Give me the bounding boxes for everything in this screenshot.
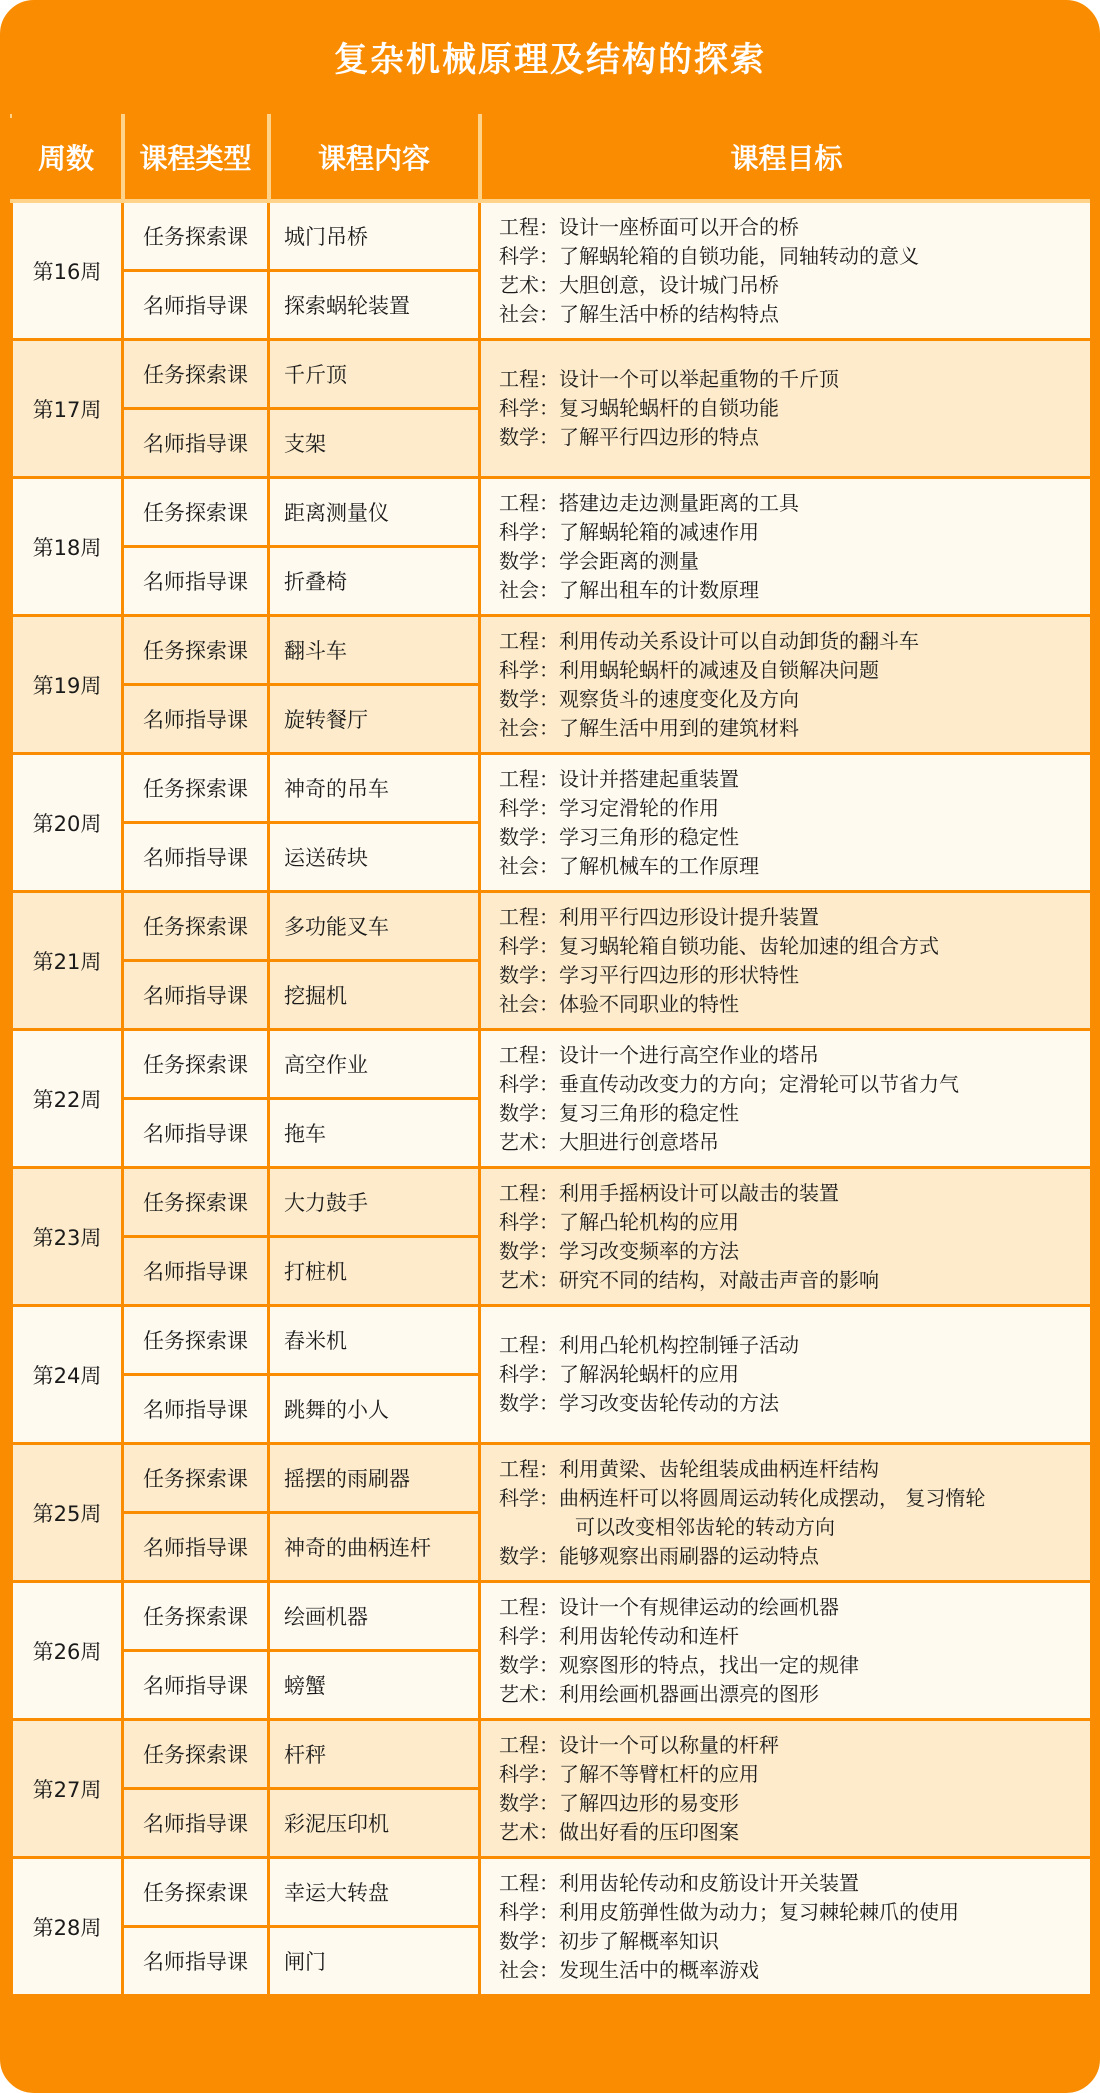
week-cell: 第16周	[12, 201, 123, 340]
goal-line: 科学：利用齿轮传动和连杆	[499, 1623, 739, 1648]
week-cell: 第18周	[12, 478, 123, 616]
course-content-cell: 多功能叉车	[269, 892, 480, 961]
goal-line: 艺术：大胆进行创意塔吊	[499, 1129, 719, 1154]
table-row	[12, 616, 1092, 685]
header-type: 课程类型	[123, 114, 269, 201]
page-title: 复杂机械原理及结构的探索	[10, 10, 1090, 118]
course-content-cell: 旋转餐厅	[269, 685, 480, 754]
course-type-cell: 名师指导课	[123, 1375, 269, 1444]
goal-line: 工程：设计一座桥面可以开合的桥	[499, 214, 799, 239]
goal-line: 数学：初步了解概率知识	[499, 1928, 719, 1953]
week-cell: 第19周	[12, 616, 123, 754]
goal-line: 艺术：做出好看的压印图案	[499, 1819, 739, 1844]
table-row	[12, 201, 1092, 271]
course-goal-cell	[480, 616, 1092, 754]
course-content-cell: 翻斗车	[269, 616, 480, 685]
course-content-cell: 挖掘机	[269, 961, 480, 1030]
goal-line: 社会：了解机械车的工作原理	[499, 853, 759, 878]
goal-line: 科学：复习蜗轮箱自锁功能、齿轮加速的组合方式	[499, 933, 939, 958]
week-cell: 第17周	[12, 340, 123, 478]
course-type-cell: 名师指导课	[123, 1513, 269, 1582]
table-row	[12, 1720, 1092, 1789]
table-row	[12, 478, 1092, 547]
goal-line: 艺术：利用绘画机器画出漂亮的图形	[499, 1681, 819, 1706]
course-type-cell: 名师指导课	[123, 823, 269, 892]
course-type-cell: 任务探索课	[123, 1444, 269, 1513]
goal-line: 科学：了解不等臂杠杆的应用	[499, 1761, 759, 1786]
goal-line: 工程：利用凸轮机构控制锤子活动	[499, 1333, 799, 1357]
goal-line: 数学：学会距离的测量	[499, 548, 699, 573]
goal-line: 社会：了解生活中用到的建筑材料	[499, 715, 799, 740]
course-type-cell: 名师指导课	[123, 685, 269, 754]
header-goal: 课程目标	[480, 114, 1092, 201]
course-content-cell: 距离测量仪	[269, 478, 480, 547]
course-type-cell: 名师指导课	[123, 547, 269, 616]
course-type-cell: 任务探索课	[123, 201, 269, 271]
goal-line: 科学：学习定滑轮的作用	[499, 795, 719, 820]
goal-line: 工程：搭建边走边测量距离的工具	[499, 490, 799, 515]
table-row	[12, 1858, 1092, 1927]
course-type-cell: 任务探索课	[123, 1858, 269, 1927]
course-type-cell: 任务探索课	[123, 1720, 269, 1789]
course-type-cell: 名师指导课	[123, 1927, 269, 1996]
table-header-row	[12, 114, 1092, 201]
goal-line: 可以改变相邻齿轮的转动方向	[575, 1514, 835, 1539]
course-type-cell: 名师指导课	[123, 961, 269, 1030]
course-content-cell: 拖车	[269, 1099, 480, 1168]
week-cell: 第25周	[12, 1444, 123, 1582]
course-goal-cell	[480, 478, 1092, 616]
goal-line: 科学：垂直传动改变力的方向；定滑轮可以节省力气	[499, 1071, 959, 1096]
table-row	[12, 1582, 1092, 1651]
week-cell: 第24周	[12, 1306, 123, 1444]
course-content-cell: 城门吊桥	[269, 201, 480, 271]
course-content-cell: 闸门	[269, 1927, 480, 1996]
goal-line: 工程：设计一个可以举起重物的千斤顶	[499, 367, 839, 391]
table-row	[12, 1030, 1092, 1099]
goal-line: 工程：利用平行四边形设计提升装置	[499, 904, 819, 929]
table-row	[12, 754, 1092, 823]
goal-line: 社会：发现生活中的概率游戏	[499, 1957, 759, 1982]
course-content-cell: 探索蜗轮装置	[269, 271, 480, 340]
goal-line: 社会：了解生活中桥的结构特点	[499, 301, 779, 326]
table-row	[12, 1306, 1092, 1375]
course-goal-cell	[480, 1582, 1092, 1720]
course-content-cell: 摇摆的雨刷器	[269, 1444, 480, 1513]
week-cell: 第26周	[12, 1582, 123, 1720]
goal-line: 工程：设计一个进行高空作业的塔吊	[499, 1042, 819, 1067]
goal-line: 社会：了解出租车的计数原理	[499, 577, 759, 602]
week-cell: 第22周	[12, 1030, 123, 1168]
goal-line: 工程：利用黄梁、齿轮组装成曲柄连杆结构	[499, 1456, 879, 1481]
course-goal-cell	[480, 1858, 1092, 1996]
course-content-cell: 折叠椅	[269, 547, 480, 616]
goal-line: 科学：利用蜗轮蜗杆的减速及自锁解决问题	[499, 657, 879, 682]
course-content-cell: 神奇的吊车	[269, 754, 480, 823]
curriculum-table	[10, 114, 1093, 1997]
goal-line: 工程：设计一个有规律运动的绘画机器	[499, 1594, 839, 1619]
goal-line: 工程：利用传动关系设计可以自动卸货的翻斗车	[499, 628, 919, 653]
goal-line: 科学：了解涡轮蜗杆的应用	[499, 1362, 739, 1386]
course-goal-cell	[480, 1168, 1092, 1306]
week-cell: 第28周	[12, 1858, 123, 1996]
goal-line: 数学：学习三角形的稳定性	[499, 824, 739, 849]
table-row	[12, 1168, 1092, 1237]
table-body	[12, 201, 1092, 1996]
course-type-cell: 名师指导课	[123, 409, 269, 478]
goal-line: 艺术：大胆创意，设计城门吊桥	[499, 272, 779, 297]
course-content-cell: 大力鼓手	[269, 1168, 480, 1237]
goal-line: 工程：设计并搭建起重装置	[499, 766, 739, 791]
course-type-cell: 名师指导课	[123, 271, 269, 340]
course-content-cell: 神奇的曲柄连杆	[269, 1513, 480, 1582]
course-content-cell: 打桩机	[269, 1237, 480, 1306]
goal-line: 工程：设计一个可以称量的杆秤	[499, 1732, 779, 1757]
course-type-cell: 任务探索课	[123, 1030, 269, 1099]
header-content: 课程内容	[269, 114, 480, 201]
goal-line: 科学：了解凸轮机构的应用	[499, 1209, 739, 1234]
goal-line: 数学：学习平行四边形的形状特性	[499, 962, 799, 987]
goal-line: 数学：复习三角形的稳定性	[499, 1100, 739, 1125]
course-content-cell: 舂米机	[269, 1306, 480, 1375]
goal-line: 数学：学习改变齿轮传动的方法	[499, 1391, 779, 1415]
course-type-cell: 任务探索课	[123, 1582, 269, 1651]
course-goal-cell	[480, 1444, 1092, 1582]
goal-line: 社会：体验不同职业的特性	[499, 991, 739, 1016]
course-content-cell: 幸运大转盘	[269, 1858, 480, 1927]
course-content-cell: 彩泥压印机	[269, 1789, 480, 1858]
goal-line: 科学：了解蜗轮箱的自锁功能，同轴转动的意义	[499, 243, 919, 268]
goal-line: 数学：了解平行四边形的特点	[499, 425, 759, 449]
goal-line: 数学：能够观察出雨刷器的运动特点	[499, 1543, 819, 1568]
header-week: 周数	[12, 114, 123, 201]
course-type-cell: 任务探索课	[123, 478, 269, 547]
course-goal-cell	[480, 340, 1092, 478]
goal-line: 科学：了解蜗轮箱的减速作用	[499, 519, 759, 544]
course-content-cell: 螃蟹	[269, 1651, 480, 1720]
table-row	[12, 1444, 1092, 1513]
goal-line: 科学：曲柄连杆可以将圆周运动转化成摆动， 复习惰轮	[499, 1485, 986, 1510]
course-type-cell: 名师指导课	[123, 1789, 269, 1858]
course-type-cell: 任务探索课	[123, 1306, 269, 1375]
table-row	[12, 892, 1092, 961]
goal-line: 数学：学习改变频率的方法	[499, 1238, 739, 1263]
course-content-cell: 跳舞的小人	[269, 1375, 480, 1444]
course-goal-cell	[480, 892, 1092, 1030]
course-content-cell: 高空作业	[269, 1030, 480, 1099]
goal-line: 艺术：研究不同的结构，对敲击声音的影响	[499, 1267, 879, 1292]
week-cell: 第21周	[12, 892, 123, 1030]
course-content-cell: 千斤顶	[269, 340, 480, 409]
goal-line: 科学：复习蜗轮蜗杆的自锁功能	[499, 396, 779, 420]
course-content-cell: 杆秤	[269, 1720, 480, 1789]
table-row	[12, 340, 1092, 409]
course-type-cell: 任务探索课	[123, 892, 269, 961]
goal-line: 数学：观察图形的特点，找出一定的规律	[499, 1652, 859, 1677]
course-content-cell: 绘画机器	[269, 1582, 480, 1651]
course-goal-cell	[480, 754, 1092, 892]
course-goal-cell	[480, 1030, 1092, 1168]
week-cell: 第20周	[12, 754, 123, 892]
course-goal-cell	[480, 1720, 1092, 1858]
course-type-cell: 任务探索课	[123, 754, 269, 823]
goal-line: 数学：观察货斗的速度变化及方向	[499, 686, 799, 711]
course-type-cell: 名师指导课	[123, 1099, 269, 1168]
week-cell: 第27周	[12, 1720, 123, 1858]
week-cell: 第23周	[12, 1168, 123, 1306]
course-type-cell: 任务探索课	[123, 340, 269, 409]
course-type-cell: 任务探索课	[123, 616, 269, 685]
goal-line: 工程：利用手摇柄设计可以敲击的装置	[499, 1180, 839, 1205]
course-type-cell: 名师指导课	[123, 1651, 269, 1720]
course-type-cell: 名师指导课	[123, 1237, 269, 1306]
course-content-cell: 运送砖块	[269, 823, 480, 892]
course-type-cell: 任务探索课	[123, 1168, 269, 1237]
goal-line: 科学：利用皮筋弹性做为动力；复习棘轮棘爪的使用	[499, 1899, 959, 1924]
goal-line: 工程：利用齿轮传动和皮筋设计开关装置	[499, 1870, 859, 1895]
course-goal-cell	[480, 1306, 1092, 1444]
goal-line: 数学：了解四边形的易变形	[499, 1790, 739, 1815]
course-content-cell: 支架	[269, 409, 480, 478]
course-goal-cell	[480, 201, 1092, 340]
